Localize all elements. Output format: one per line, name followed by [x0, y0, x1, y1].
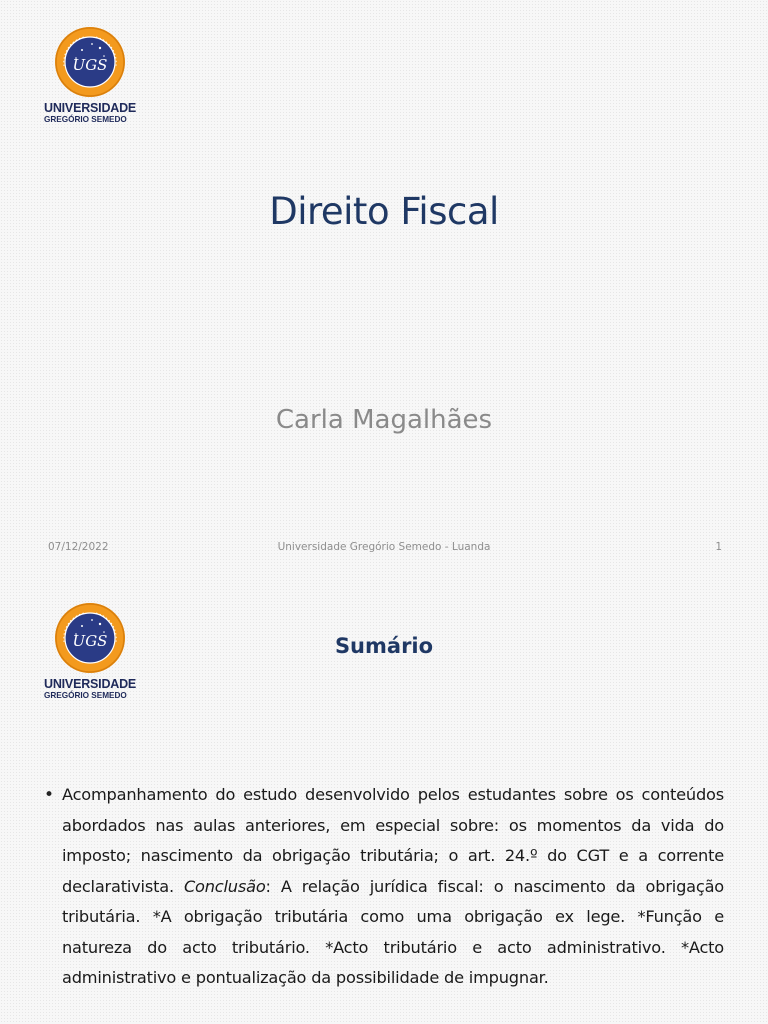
university-seal-icon [54, 26, 126, 98]
bullet-text-part2: : A relação jurídica fiscal: o nascimento da obrigação tributária. *A obrigação tributária como uma obrigação ex lege. *Função e natureza do acto tributário. *Acto tributário e acto administrativo. *Acto administrativo e pontualização da possibilidade de impugnar. [62, 876, 725, 987]
footer-page-number: 1 [715, 541, 722, 553]
slide-heading: Sumário [334, 634, 434, 658]
logo-subname: GREGÓRIO SEMEDO [44, 115, 127, 124]
footer-date: 07/12/2022 [48, 541, 109, 553]
summary-slide [0, 578, 768, 1024]
svg-text:UGS: UGS [72, 632, 108, 650]
bullet-text-part1: Acompanhamento do estudo desenvolvido pelos estudantes sobre os conteúdos abordados nas aulas anteriores, em especial sobre: os momentos da vida do imposto; nascimento da obrigação tributária; o art. 24.º do CGT e a corrente declarativista. [62, 785, 724, 896]
bullet-text [62, 780, 724, 994]
logo-subname: GREGÓRIO SEMEDO [44, 691, 127, 700]
slide-title: Direito Fiscal [269, 190, 499, 233]
university-logo [44, 26, 136, 124]
bullet-item [44, 780, 724, 994]
bullet-text-italic: Conclusão [183, 876, 266, 896]
bullet-icon: • [44, 785, 55, 805]
slide-author: Carla Magalhães [275, 405, 493, 435]
logo-name: UNIVERSIDADE [44, 101, 137, 115]
logo-name: UNIVERSIDADE [44, 677, 137, 691]
footer-institution: Universidade Gregório Semedo - Luanda [277, 541, 491, 553]
svg-text:UGS: UGS [72, 56, 108, 74]
